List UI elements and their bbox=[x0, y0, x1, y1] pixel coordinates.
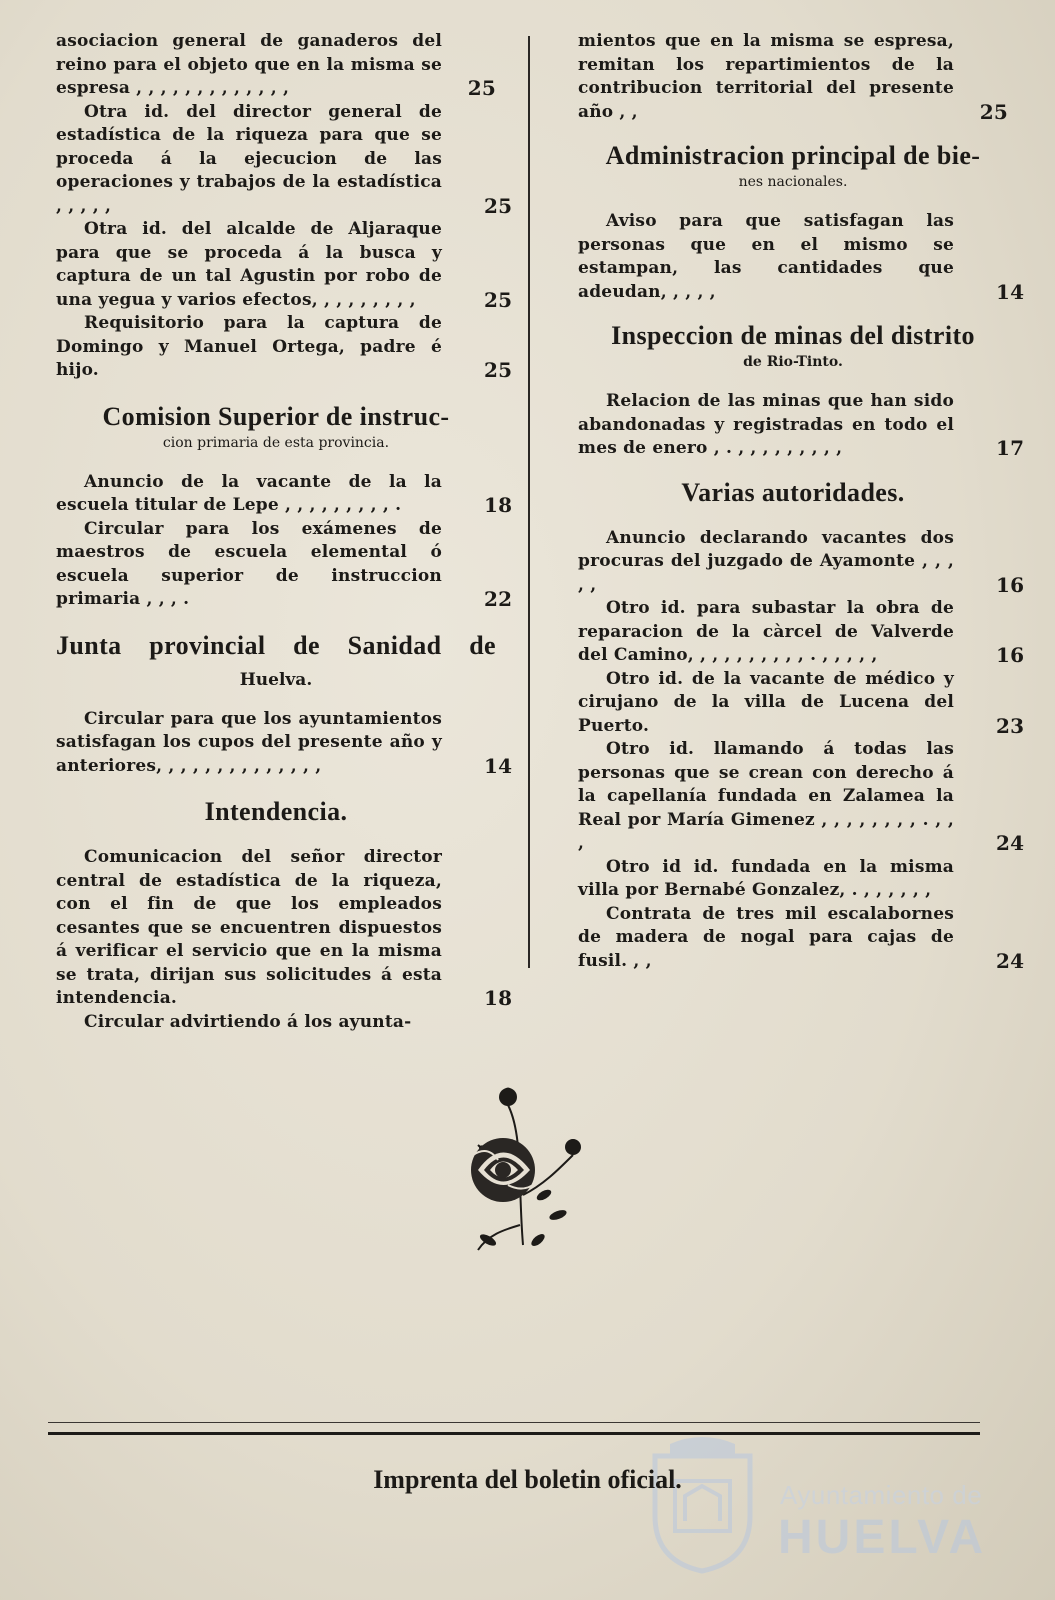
left-top-entries bbox=[56, 30, 513, 383]
page-number: 23 bbox=[996, 713, 1025, 738]
rose-ornament-icon bbox=[448, 1075, 608, 1265]
watermark-line1: Ayuntamiento de bbox=[780, 1480, 983, 1510]
right-column bbox=[578, 30, 1025, 973]
index-entry: Otro id. para subastar la obra de reparacion de la càrcel de Valverde del Camino, , , , , , , , , , . , , , , , 16 bbox=[578, 598, 1025, 667]
page-number: 18 bbox=[484, 986, 513, 1010]
index-entry: Otro id id. fundada en la misma villa por Bernabé Gonzalez, . , , , , , , bbox=[578, 856, 954, 900]
index-entry: Otro id. de la vacante de médico y cirujano de la villa de Lucena del Puerto. 23 bbox=[578, 668, 1025, 738]
index-entry: Contrata de tres mil escalabornes de madera de nogal para cajas de fusil. , , 24 bbox=[578, 903, 1025, 973]
watermark-line2: HUELVA bbox=[778, 1511, 987, 1564]
section-heading-sanidad: Junta provincial de Sanidad de bbox=[56, 630, 496, 660]
section-heading-intendencia: Intendencia. bbox=[204, 797, 348, 826]
index-entry: Aviso para que satisfagan las personas que en el mismo se estampan, las cantidades que adeudan, , , , , 14 bbox=[578, 211, 1025, 304]
page-number: 25 bbox=[484, 193, 513, 218]
index-entry: Circular para que los ayuntamientos satisfagan los cupos del presente año y anteriores, , , , , , , , , , , , , , 14 bbox=[56, 708, 513, 778]
page-number: 18 bbox=[484, 493, 513, 517]
page-number: 22 bbox=[484, 587, 513, 611]
imprint-footer: Imprenta del boletin oficial. bbox=[373, 1465, 682, 1494]
crest-icon bbox=[640, 1436, 765, 1576]
section-heading-minas: Inspeccion de minas del distrito bbox=[611, 321, 975, 350]
page-number: 25 bbox=[484, 287, 513, 312]
section-subheading: Huelva. bbox=[239, 669, 313, 690]
index-entry: Circular para los exámenes de maestros de escuela elemental ó escuela superior de instruccion primaria , , , . 22 bbox=[56, 518, 513, 611]
index-entry: Otra id. del alcalde de Aljaraque para que se proceda á la busca y captura de un tal Agustin por robo de una yegua y varios efectos, , , , , , , , , 25 bbox=[56, 219, 513, 312]
column-divider bbox=[528, 36, 530, 968]
index-entry: Anuncio de la vacante de la la escuela titular de Lepe , , , , , , , , , . 18 bbox=[56, 471, 513, 517]
index-entry: asociacion general de ganaderos del reino para el objeto que en la misma se espresa , , , , , , , , , , , , , 25 bbox=[56, 31, 496, 100]
page-number: 25 bbox=[467, 76, 496, 100]
section-subheading: nes nacionales. bbox=[738, 174, 848, 190]
page-number: 17 bbox=[996, 436, 1025, 460]
page-number: 16 bbox=[996, 572, 1025, 597]
page-number: 16 bbox=[996, 643, 1025, 667]
index-entry: Comunicacion del señor director central de estadística de la riqueza, con el fin de que los empleados cesantes que se encuentren dispuestos á verificar el servicio que en la misma se trata, dirijan sus solicitudes á esta intendencia. 18 bbox=[56, 847, 513, 1010]
index-entry: Requisitorio para la captura de Domingo y Manuel Ortega, padre é hijo. 25 bbox=[56, 313, 513, 382]
index-entry: Circular advirtiendo á los ayunta- bbox=[84, 1011, 412, 1032]
section-heading-bienes: Administracion principal de bie- bbox=[605, 141, 981, 170]
footer-rule-thin bbox=[48, 1422, 980, 1423]
watermark bbox=[640, 1430, 1000, 1580]
left-column bbox=[56, 30, 513, 1034]
page-number: 25 bbox=[979, 99, 1008, 124]
page-number: 14 bbox=[996, 279, 1025, 304]
index-entry: mientos que en la misma se espresa, remitan los repartimientos de la contribucion territorial del presente año , , 25 bbox=[578, 31, 1008, 124]
section-heading-varias: Varias autoridades. bbox=[681, 477, 905, 507]
index-entry: Anuncio declarando vacantes dos procuras del juzgado de Ayamonte , , , , , 16 bbox=[578, 527, 1025, 597]
section-subheading: de Rio-Tinto. bbox=[743, 354, 843, 370]
index-entry: Otro id. llamando á todas las personas que se crean con derecho á la capellanía fundada en Zalamea la Real por María Gimenez , , , , , , , , . , , , 24 bbox=[578, 739, 1025, 855]
index-entry: Otra id. del director general de estadística de la riqueza para que se proceda á la ejecucion de las operaciones y trabajos de la estadística , , , , , 25 bbox=[56, 101, 513, 218]
page-number: 25 bbox=[484, 358, 513, 382]
show-through-text bbox=[700, 905, 1025, 1385]
section-subheading: cion primaria de esta provincia. bbox=[162, 434, 390, 451]
page-number: 14 bbox=[484, 753, 513, 778]
section-heading-instruccion: Comision Superior de instruc- bbox=[102, 401, 450, 431]
index-entry: Relacion de las minas que han sido abandonadas y registradas en todo el mes de enero , . , , , , , , , , , 17 bbox=[578, 391, 1025, 460]
page-number: 24 bbox=[996, 831, 1025, 855]
page-number: 24 bbox=[996, 948, 1025, 973]
